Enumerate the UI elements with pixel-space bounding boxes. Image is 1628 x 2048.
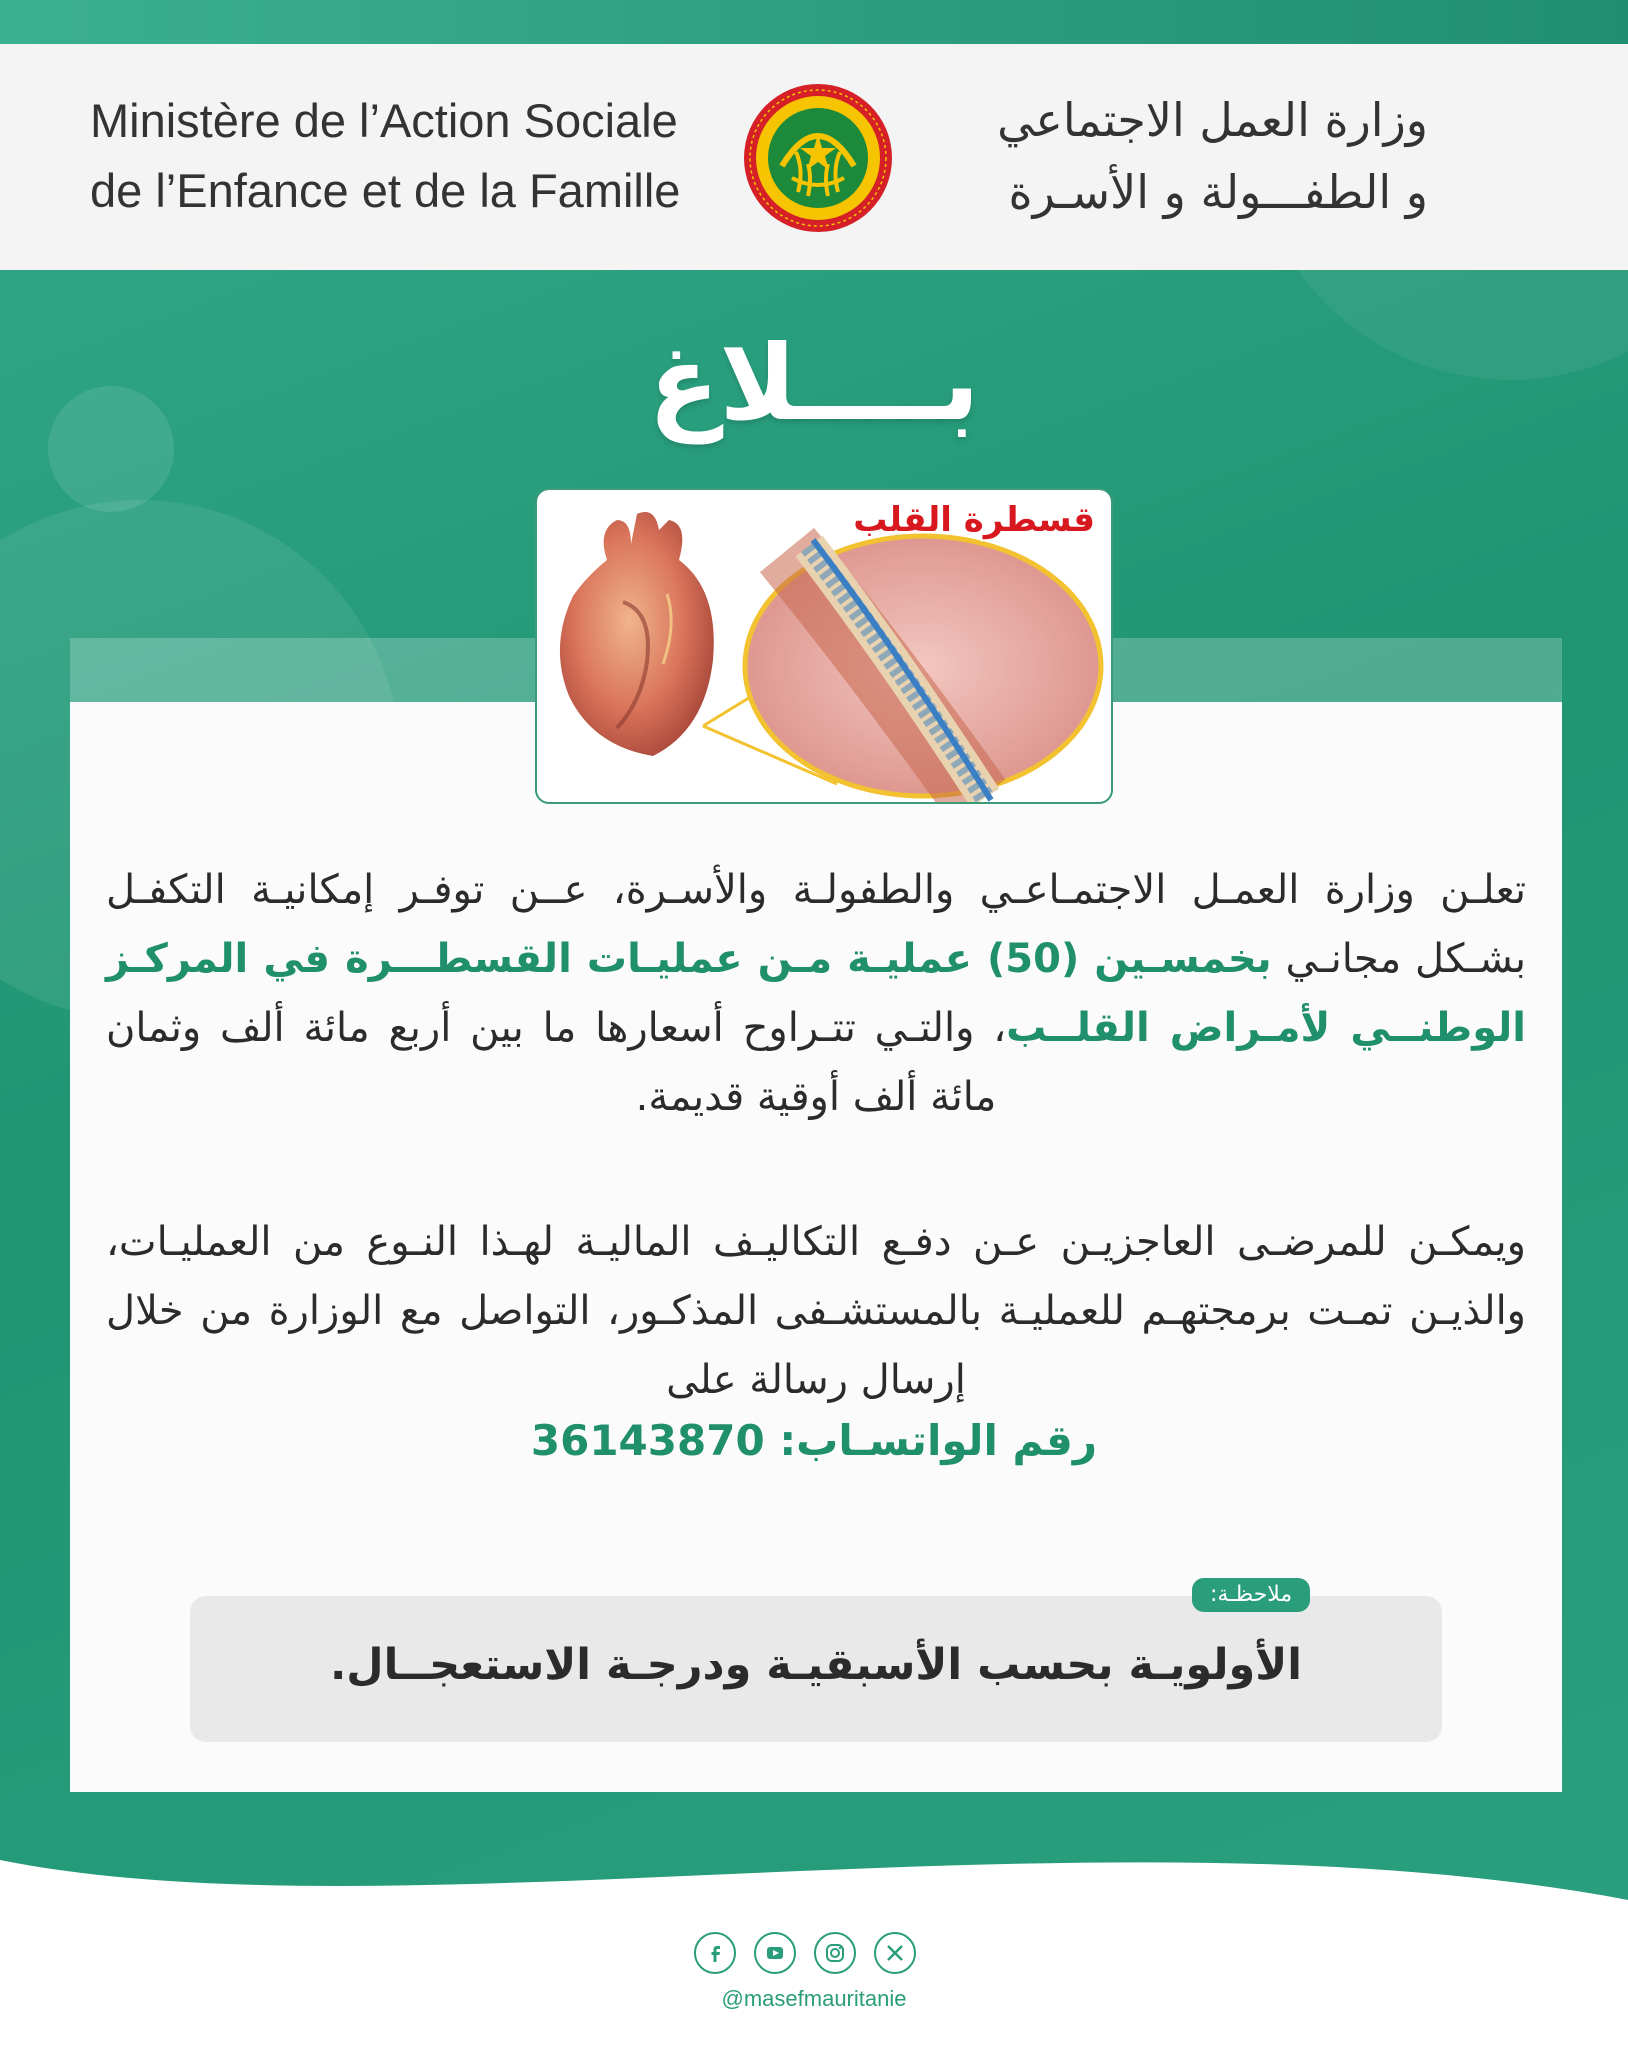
- announcement-title: بــــلاغ: [648, 322, 980, 444]
- heart-catheterization-image: [535, 488, 1113, 804]
- whatsapp-number[interactable]: 36143870: [530, 1416, 765, 1465]
- social-links: [694, 1932, 916, 1974]
- note-text: الأولويـة بحسب الأسبقيـة ودرجـة الاستعجــال.: [329, 1640, 1303, 1690]
- instagram-icon[interactable]: [814, 1932, 856, 1974]
- youtube-icon[interactable]: [754, 1932, 796, 1974]
- note-badge: ملاحظـة:: [1192, 1578, 1310, 1612]
- whatsapp-label: رقم الواتسـاب:: [779, 1416, 1098, 1465]
- ministry-name-ar-line1: وزارة العمل الاجتماعي: [997, 93, 1428, 147]
- facebook-icon[interactable]: [694, 1932, 736, 1974]
- announcement-paragraph-2: ويمكـن للمرضـى العاجزيـن عـن دفـع التكاليـف الماليـة لهـذا النـوع من العمليـات، والذيـن تمـت برمجتهـم للعمليـة بالمستشـفى المذكـور، التواصل مع الوزارة من خلال إرسال رسالة على: [106, 1219, 1526, 1403]
- paragraph-1-highlight: بخمسـين (50) عمليـة مـن عمليـات القسطـــرة في المركـز الوطنــي لأمـراض القلــب: [106, 936, 1527, 1051]
- social-handle[interactable]: @masefmauritanie: [721, 1986, 907, 2011]
- ministry-name-ar-line2: و الطفـــولة و الأسـرة: [1008, 165, 1428, 219]
- x-icon[interactable]: [874, 1932, 916, 1974]
- paragraph-1-text: تعلـن وزارة العمـل الاجتمـاعـي والطفولـة والأسـرة، عــن توفـر إمكانيـة التكفـل بشـكل مجانـي: [106, 867, 1526, 982]
- image-caption: قسطرة القلب: [853, 500, 1095, 540]
- national-emblem-icon: [742, 82, 894, 234]
- ministry-name-arabic: [997, 84, 1428, 228]
- whatsapp-contact: [0, 1416, 1628, 1465]
- announcement-paragraph-1: [106, 856, 1526, 1132]
- note-box: [190, 1596, 1442, 1742]
- ministry-name-fr-line1: Ministère de l’Action Sociale: [90, 94, 678, 147]
- paragraph-1-text-end: ، والتـي تتـراوح أسعارها ما بين أربع مائة ألف وثمان مائة ألف أوقية قديمة.: [106, 1005, 1007, 1120]
- top-strip: [0, 0, 1628, 44]
- ministry-name-fr-line2: de l’Enfance et de la Famille: [90, 164, 681, 217]
- ministry-name-french: [90, 86, 680, 226]
- header: [0, 44, 1628, 270]
